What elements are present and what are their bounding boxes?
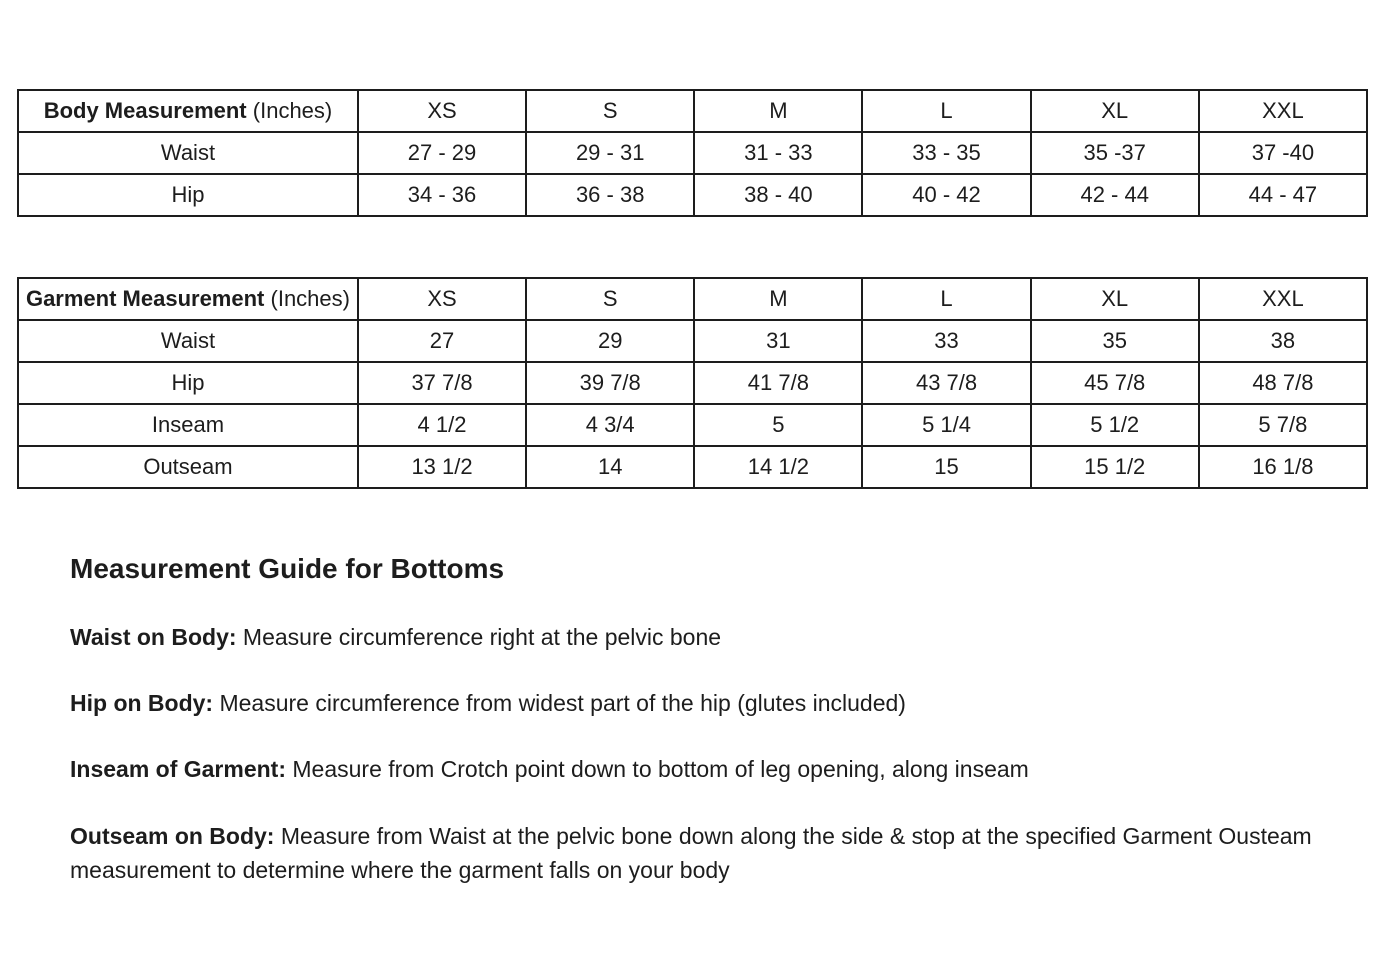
guide-description: Measure from Waist at the pelvic bone down along the side & stop at the specified Garment Ousteam measurement to determine where the garment falls on your body [70, 823, 1312, 883]
value-cell: 14 1/2 [694, 446, 862, 488]
table-title-unit: (Inches) [270, 286, 350, 311]
value-cell: 45 7/8 [1031, 362, 1199, 404]
value-cell: 5 [694, 404, 862, 446]
row-label-cell: Hip [18, 362, 358, 404]
table-row-outseam [18, 446, 1367, 488]
guide-item-hip [70, 686, 1355, 720]
size-header-m: M [694, 278, 862, 320]
table-row-waist [18, 320, 1367, 362]
size-header-s: S [526, 90, 694, 132]
guide-description: Measure circumference from widest part of the hip (glutes included) [219, 690, 906, 716]
value-cell: 5 1/2 [1031, 404, 1199, 446]
guide-item-outseam [70, 819, 1355, 887]
value-cell: 38 [1199, 320, 1367, 362]
value-cell: 37 -40 [1199, 132, 1367, 174]
row-label-cell: Waist [18, 132, 358, 174]
size-header-xl: XL [1031, 90, 1199, 132]
guide-description: Measure circumference right at the pelvic bone [242, 624, 722, 650]
size-header-xxl: XXL [1199, 90, 1367, 132]
value-cell: 35 [1031, 320, 1199, 362]
value-cell: 44 - 47 [1199, 174, 1367, 216]
value-cell: 4 1/2 [358, 404, 526, 446]
guide-term: Outseam on Body: [70, 823, 275, 849]
size-header-m: M [694, 90, 862, 132]
body-measurement-table [17, 89, 1368, 217]
table-title-cell [18, 278, 358, 320]
value-cell: 35 -37 [1031, 132, 1199, 174]
row-label-cell: Hip [18, 174, 358, 216]
size-header-s: S [526, 278, 694, 320]
value-cell: 13 1/2 [358, 446, 526, 488]
table-header-row [18, 90, 1367, 132]
guide-term: Hip on Body: [70, 690, 214, 716]
row-label-cell: Inseam [18, 404, 358, 446]
garment-measurement-table [17, 277, 1368, 489]
table-row-hip [18, 174, 1367, 216]
guide-term: Waist on Body: [70, 624, 237, 650]
size-header-xl: XL [1031, 278, 1199, 320]
value-cell: 33 - 35 [862, 132, 1030, 174]
table-header-row [18, 278, 1367, 320]
value-cell: 48 7/8 [1199, 362, 1367, 404]
table-row-hip [18, 362, 1367, 404]
guide-title: Measurement Guide for Bottoms [70, 553, 505, 584]
value-cell: 29 [526, 320, 694, 362]
table-title-bold: Garment Measurement [25, 286, 265, 311]
row-label-cell: Outseam [18, 446, 358, 488]
row-label-cell: Waist [18, 320, 358, 362]
value-cell: 39 7/8 [526, 362, 694, 404]
size-header-xs: XS [358, 278, 526, 320]
value-cell: 34 - 36 [358, 174, 526, 216]
size-header-xs: XS [358, 90, 526, 132]
value-cell: 40 - 42 [862, 174, 1030, 216]
table-title-bold: Body Measurement [43, 98, 247, 123]
size-header-l: L [862, 90, 1030, 132]
table-row-waist [18, 132, 1367, 174]
value-cell: 16 1/8 [1199, 446, 1367, 488]
size-header-l: L [862, 278, 1030, 320]
value-cell: 15 [862, 446, 1030, 488]
table-title-unit: (Inches) [252, 98, 333, 123]
table-title-cell [18, 90, 358, 132]
value-cell: 38 - 40 [694, 174, 862, 216]
value-cell: 27 - 29 [358, 132, 526, 174]
guide-description: Measure from Crotch point down to bottom of leg opening, along inseam [292, 756, 1029, 782]
value-cell: 43 7/8 [862, 362, 1030, 404]
size-header-xxl: XXL [1199, 278, 1367, 320]
guide-item-waist [70, 620, 1355, 654]
value-cell: 31 - 33 [694, 132, 862, 174]
guide-item-inseam [70, 752, 1355, 786]
value-cell: 33 [862, 320, 1030, 362]
value-cell: 29 - 31 [526, 132, 694, 174]
value-cell: 41 7/8 [694, 362, 862, 404]
guide-term: Inseam of Garment: [70, 756, 286, 782]
value-cell: 5 1/4 [862, 404, 1030, 446]
value-cell: 5 7/8 [1199, 404, 1367, 446]
table-row-inseam [18, 404, 1367, 446]
value-cell: 4 3/4 [526, 404, 694, 446]
value-cell: 42 - 44 [1031, 174, 1199, 216]
value-cell: 14 [526, 446, 694, 488]
value-cell: 37 7/8 [358, 362, 526, 404]
value-cell: 36 - 38 [526, 174, 694, 216]
value-cell: 15 1/2 [1031, 446, 1199, 488]
value-cell: 27 [358, 320, 526, 362]
value-cell: 31 [694, 320, 862, 362]
